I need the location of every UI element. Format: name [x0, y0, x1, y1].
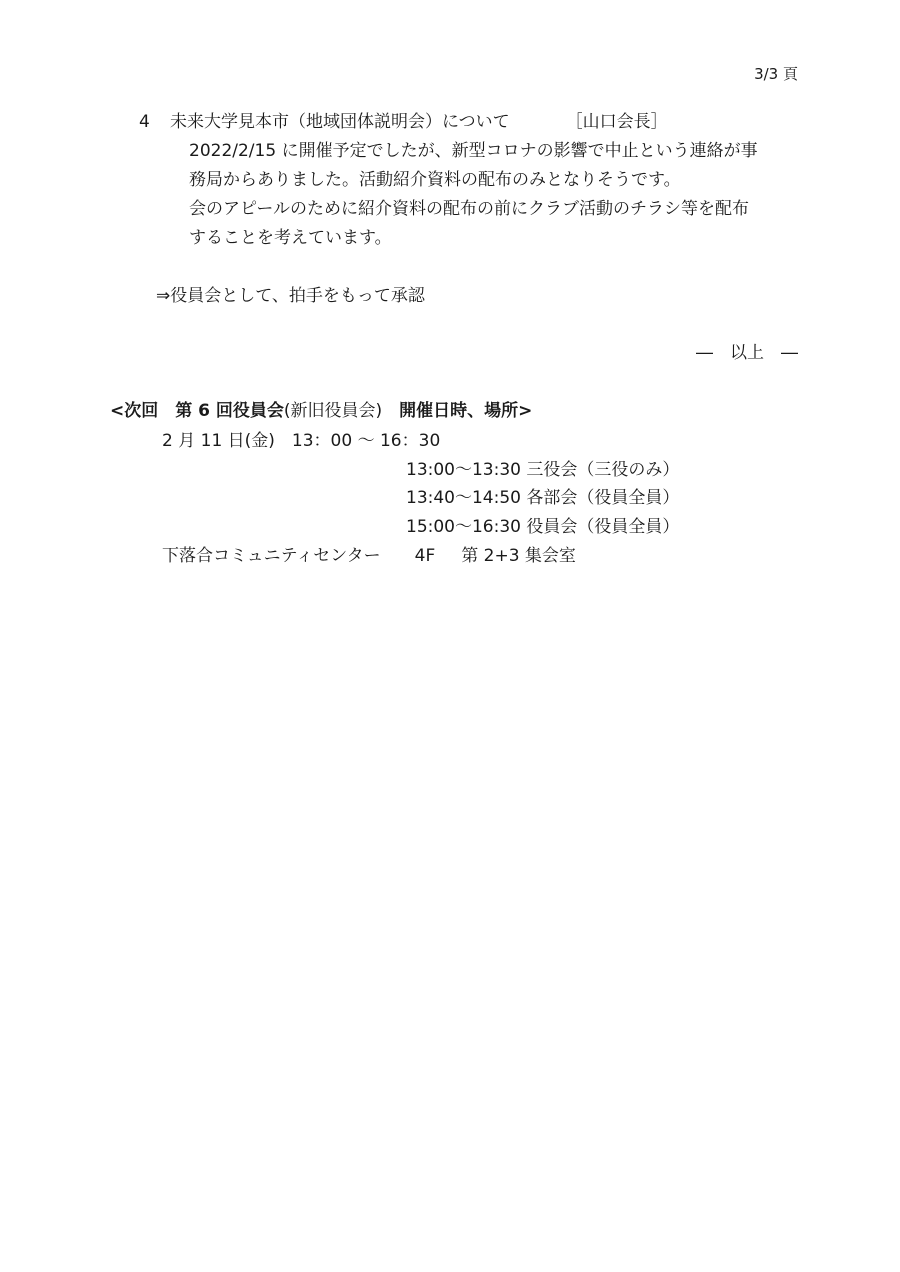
next-meeting-heading — [110, 401, 532, 421]
agenda-item-body-line: 会のアピールのために紹介資料の配布の前にクラブ活動のチラシ等を配布 — [189, 199, 749, 219]
agenda-item-heading — [139, 112, 668, 132]
agenda-item-body-line: 2022/2/15 に開催予定でしたが、新型コロナの影響で中止という連絡が事 — [189, 141, 758, 161]
agenda-item-presenter: ［山口会長］ — [565, 112, 668, 132]
approval-conclusion: ⇒役員会として、拍手をもって承認 — [156, 286, 425, 306]
agenda-item-body-line: することを考えています。 — [189, 228, 392, 248]
venue-floor: 4F — [414, 546, 436, 566]
closing-mark: ― 以上 ― — [696, 343, 798, 363]
schedule-row: 13:00～13:30 三役会（三役のみ） — [406, 460, 680, 480]
next-meeting-date: 2 月 11 日(金) 13：00 ～ 16：30 — [162, 431, 441, 451]
next-meeting-heading-main: <次回 第 6 回役員会 — [110, 401, 284, 421]
next-meeting-heading-note: (新旧役員会) — [283, 401, 383, 421]
schedule-row: 15:00～16:30 役員会（役員全員） — [406, 517, 680, 537]
page-number: 3/3 頁 — [754, 65, 798, 83]
agenda-item-number: 4 — [139, 112, 150, 132]
venue-room: 第 2+3 集会室 — [461, 546, 576, 566]
agenda-item-body-line: 務局からありました。活動紹介資料の配布のみとなりそうです。 — [189, 170, 681, 190]
agenda-item-title: 未来大学見本市（地域団体説明会）について — [170, 112, 510, 132]
schedule-row: 13:40～14:50 各部会（役員全員） — [406, 488, 680, 508]
meeting-venue — [162, 546, 576, 566]
next-meeting-heading-tail: 開催日時、場所> — [382, 401, 533, 421]
venue-name: 下落合コミュニティセンター — [162, 546, 381, 566]
